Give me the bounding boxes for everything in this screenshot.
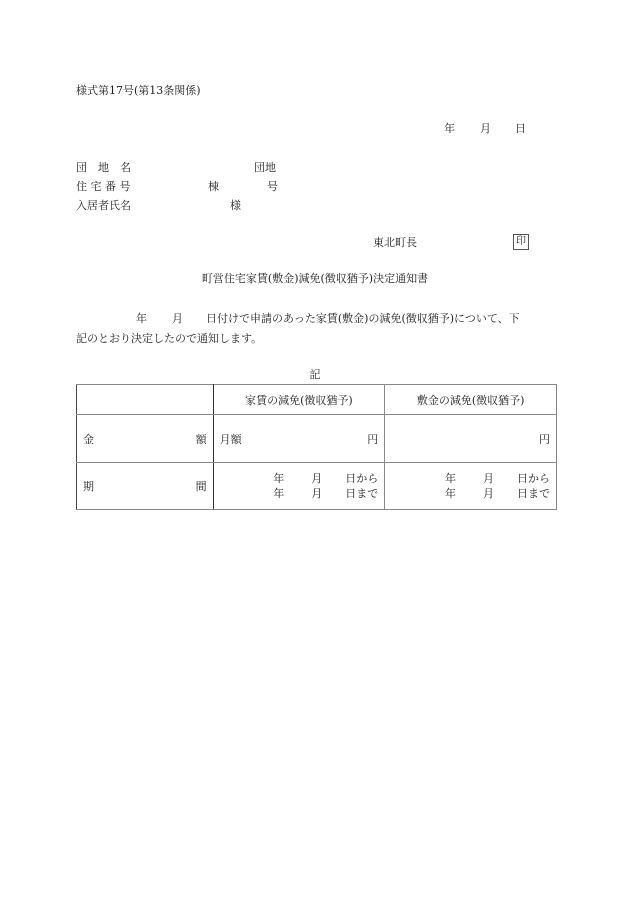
table-row-period [77, 463, 557, 510]
rent-period-cell [213, 463, 385, 510]
seal-mark: 印 [513, 234, 529, 250]
yen-unit: 円 [367, 432, 379, 446]
period-label: 期 間 [77, 463, 214, 510]
header-rent: 家賃の減免(徴収猶予) [213, 385, 385, 415]
header-deposit: 敷金の減免(徴収猶予) [385, 385, 557, 415]
deposit-period-cell [385, 463, 557, 510]
decision-table [76, 384, 557, 510]
period-from: 年 月 日から [445, 472, 550, 485]
header-blank [77, 385, 214, 415]
deposit-amount-cell [385, 415, 557, 463]
period-from: 年 月 日から [273, 472, 379, 485]
yen-unit: 円 [539, 432, 550, 446]
body-line-2: 記のとおり決定したので通知します。 [76, 332, 263, 345]
field-resident-name [76, 199, 241, 213]
period-to: 年 月 日まで [445, 487, 550, 500]
field-label: 入居者氏名 [76, 199, 131, 212]
field-label: 住 宅 番 号 [76, 180, 131, 193]
document-title: 町営住宅家賃(敷金)減免(徴収猶予)決定通知書 [201, 272, 429, 285]
field-suffix: 団地 [254, 161, 276, 174]
notice-body [76, 312, 556, 352]
amount-label: 金 額 [77, 415, 214, 463]
form-number: 様式第17号(第13条関係) [76, 84, 201, 97]
monthly-label: 月額 [219, 432, 242, 446]
date-day: 日 [515, 122, 526, 135]
field-danchi-name [76, 161, 276, 175]
date-year: 年 [444, 122, 455, 135]
field-mid: 棟 [208, 180, 219, 193]
table-header-row [77, 385, 557, 415]
rent-amount-cell [213, 415, 385, 463]
issuer-name: 東北町長 [373, 236, 417, 249]
table-row-amount [77, 415, 557, 463]
body-line-1: 年 月 日付けで申請のあった家賃(敷金)の減免(徴収猶予)について、下 [136, 312, 520, 325]
field-house-number [76, 180, 278, 194]
period-to: 年 月 日まで [273, 487, 379, 500]
field-label: 団 地 名 [76, 161, 131, 174]
field-suffix: 様 [230, 199, 241, 212]
ki-heading: 記 [309, 368, 321, 381]
field-suffix: 号 [267, 180, 278, 193]
date-month: 月 [480, 122, 491, 135]
